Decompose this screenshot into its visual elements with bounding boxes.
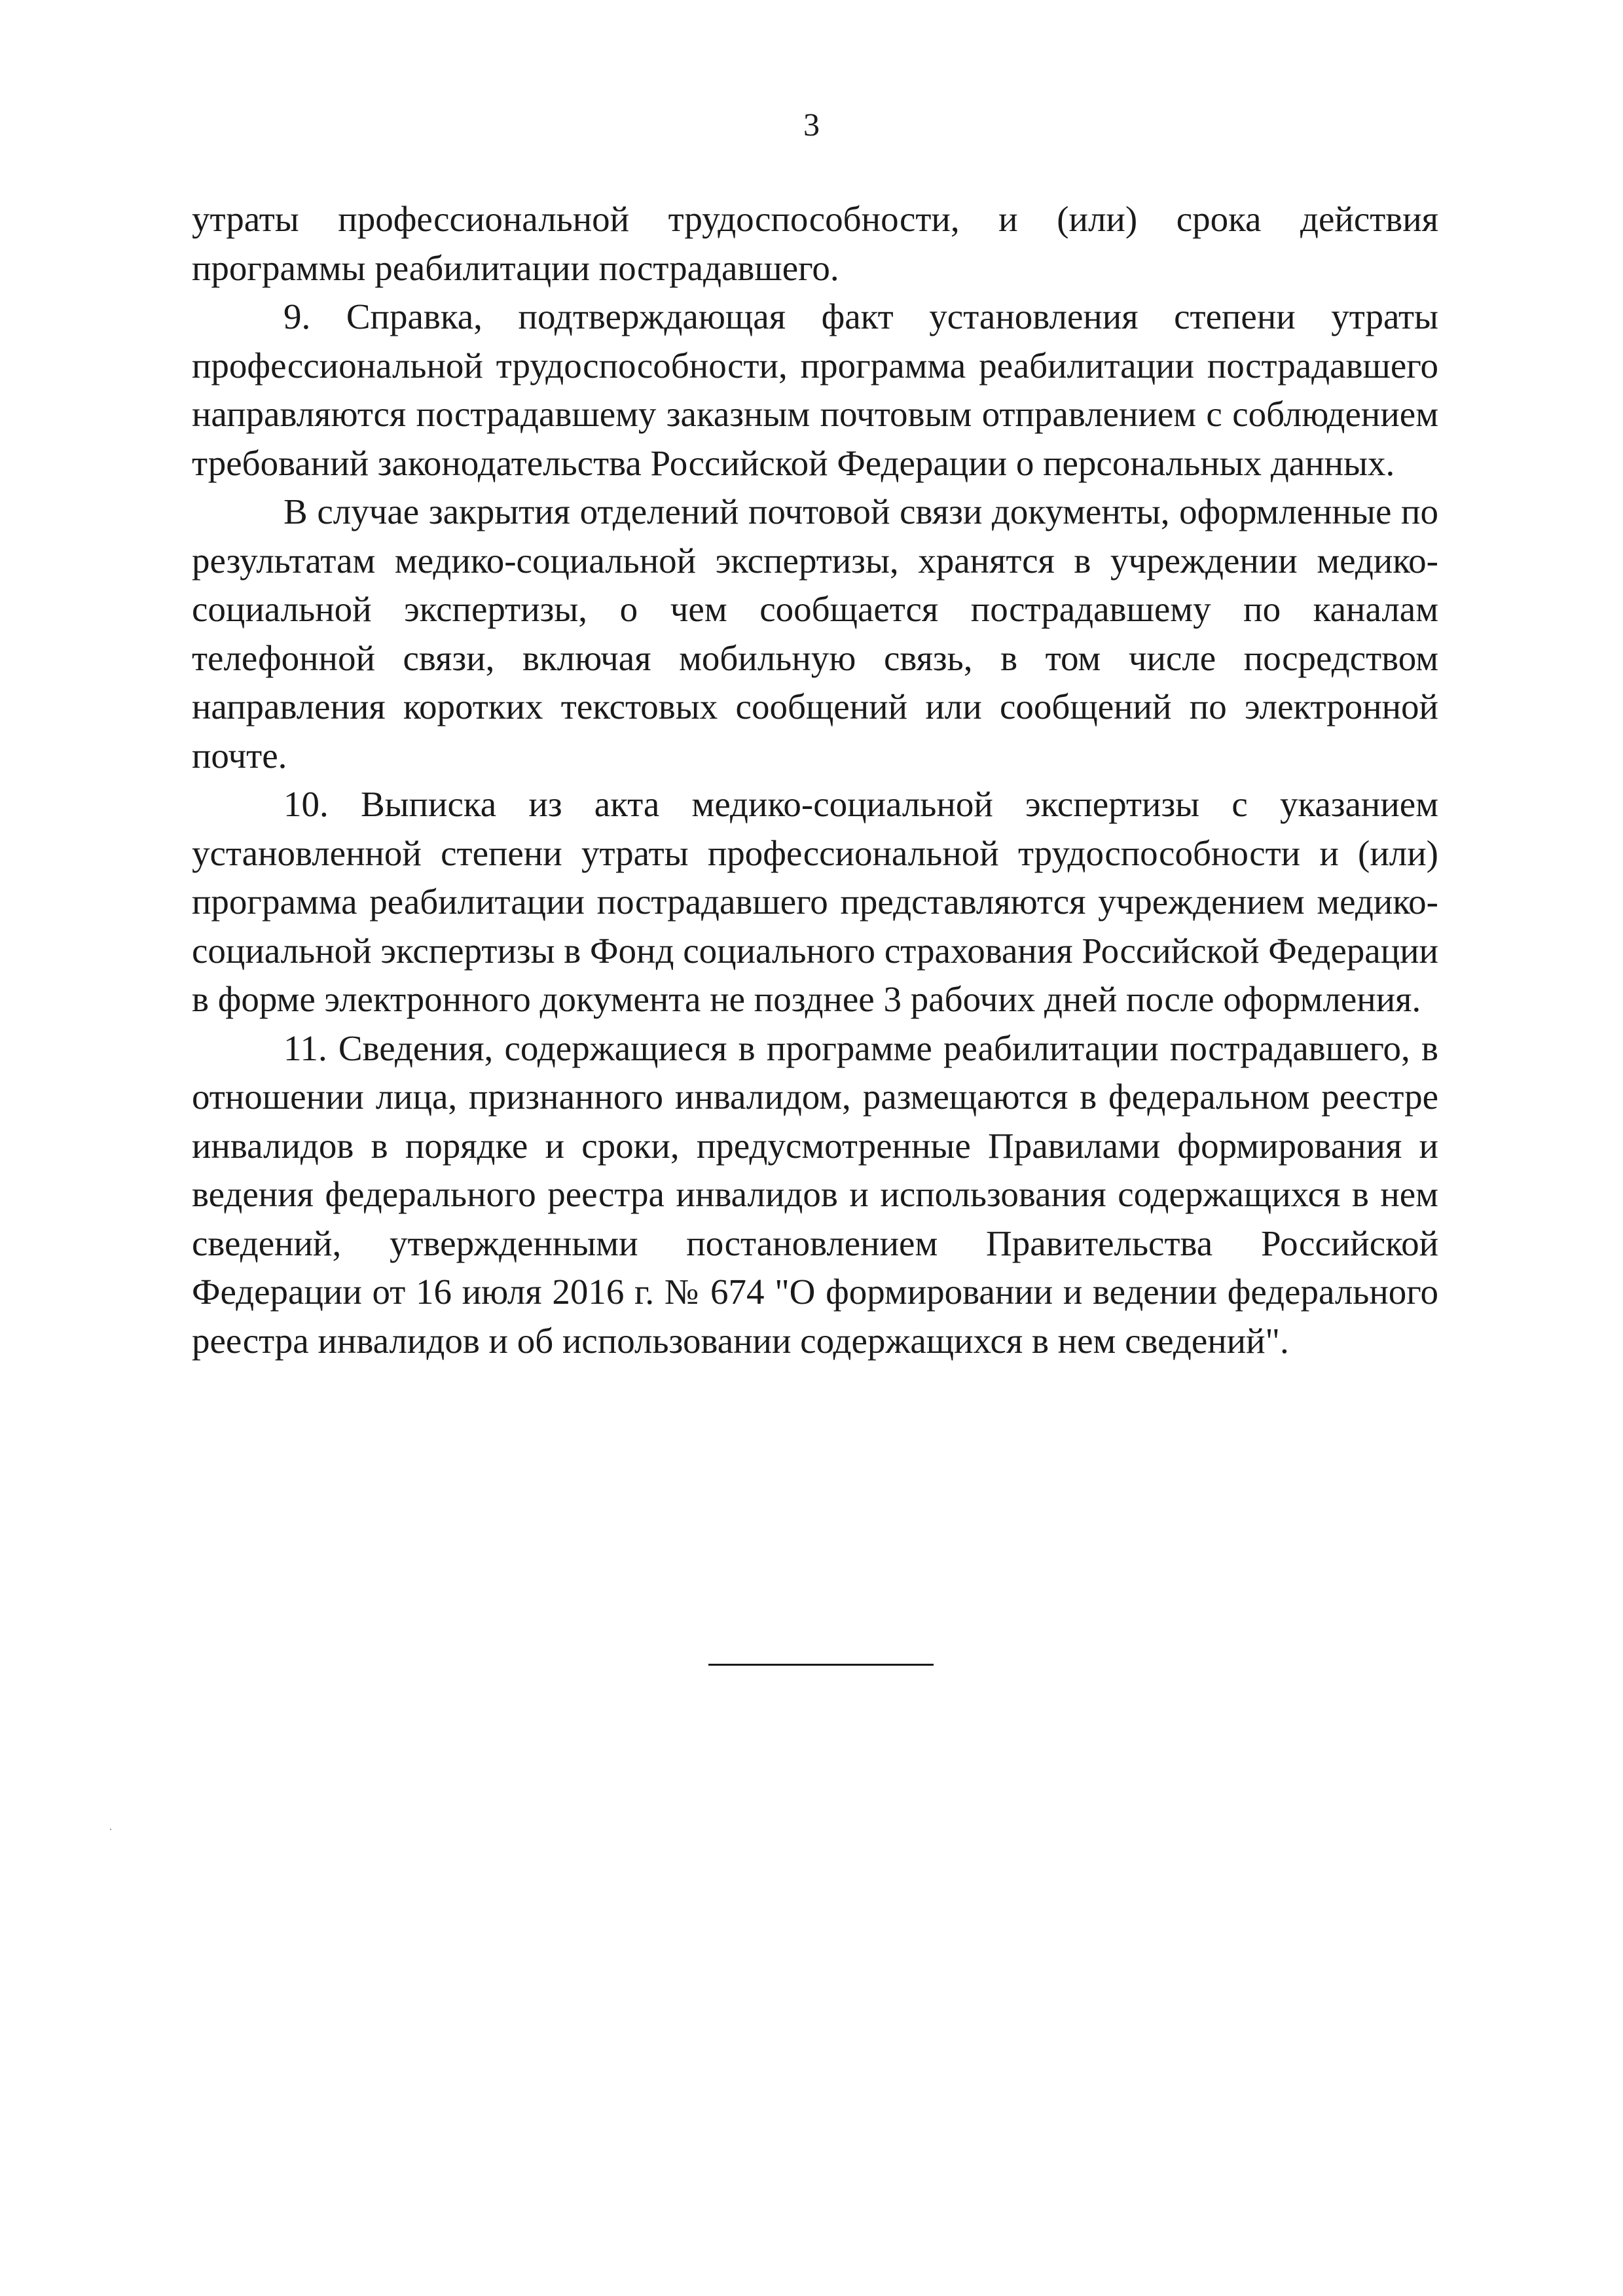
end-of-text-rule	[708, 1664, 934, 1666]
paragraph-item-11: 11. Сведения, содержащиеся в программе реабилитации пострадавшего, в отношении лица, признанного инвалидом, размещаются в федеральном реестре инвалидов в порядке и сроки, предусмотренные Правилами формирования и ведения федерального реестра инвалидов и использования содержащихся в нем сведений, утвержденными постановлением Правительства Российской Федерации от 16 июля 2016 г. № 674 "О формировании и ведении федерального реестра инвалидов и об использовании содержащихся в нем сведений".	[192, 1028, 1438, 1361]
document-body	[192, 195, 1438, 1365]
paragraph-item-9: 9. Справка, подтверждающая факт установления степени утраты профессиональной трудоспособности, программа реабилитации пострадавшего направляются пострадавшему заказным почтовым отправлением с соблюдением требований законодательства Российской Федерации о персональных данных.	[192, 296, 1438, 483]
paragraph-item-10: 10. Выписка из акта медико-социальной экспертизы с указанием установленной степени утраты профессиональной трудоспособности и (или) программа реабилитации пострадавшего представляются учреждением медико-социальной экспертизы в Фонд социального страхования Российской Федерации в форме электронного документа не позднее 3 рабочих дней после оформления.	[192, 784, 1438, 1019]
scan-speck	[110, 1829, 111, 1830]
page-number: 3	[803, 106, 820, 143]
paragraph-postal-closure: В случае закрытия отделений почтовой связи документы, оформленные по результатам медико-социальной экспертизы, хранятся в учреждении медико-социальной экспертизы, о чем сообщается пострадавшему по каналам телефонной связи, включая мобильную связь, в том числе посредством направления коротких текстовых сообщений или сообщений по электронной почте.	[192, 492, 1438, 776]
paragraph-continuation: утраты профессиональной трудоспособности, и (или) срока действия программы реабилитации пострадавшего.	[192, 199, 1438, 288]
